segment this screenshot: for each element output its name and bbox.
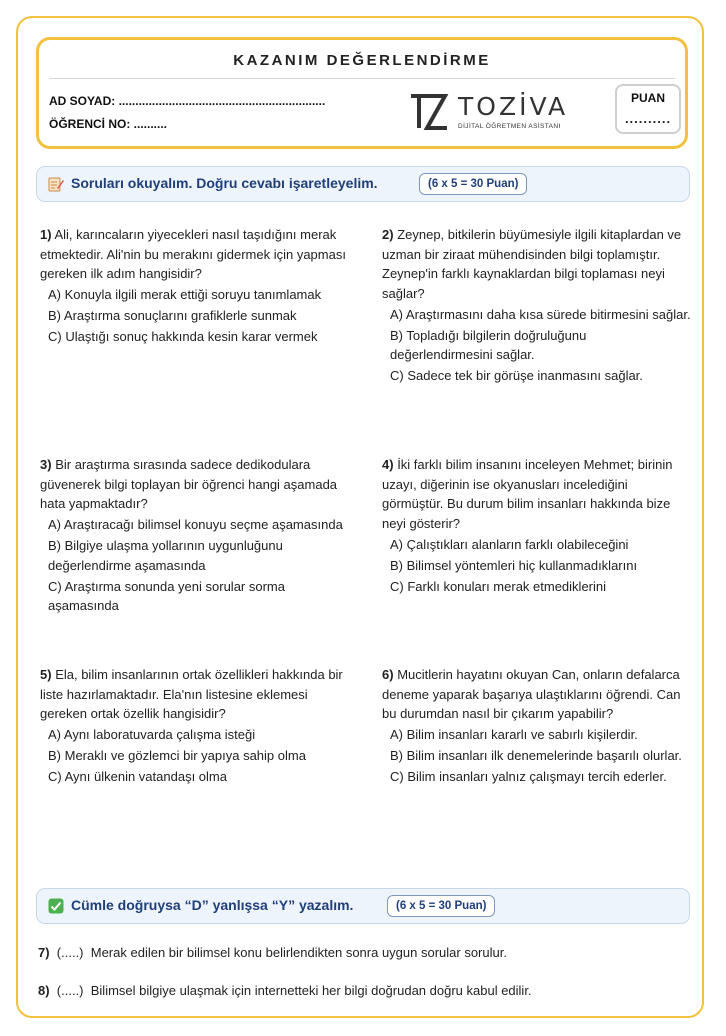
question-number: 5)	[40, 667, 52, 682]
option-c[interactable]: C) Ulaştığı sonuç hakkında kesin karar vermek	[48, 329, 318, 344]
score-blank[interactable]: ..........	[624, 111, 672, 126]
question-text: Ali, karıncaların yiyecekleri nasıl taşıdığını merak etmektedir. Ali'nin bu merakını gidermek için yapması gereken ilk adım hangisidir?	[40, 227, 346, 281]
question-text: Mucitlerin hayatını okuyan Can, onların defalarca deneme yaparak başarıya ulaştıklarını öğrendi. Can bu durumdan nasıl bir çıkarım yapabilir?	[382, 667, 681, 721]
question-number: 3)	[40, 457, 52, 472]
section-points: (6 x 5 = 30 Puan)	[419, 173, 527, 195]
option-b[interactable]: B) Bilimsel yöntemleri hiç kullanmadıklarını	[390, 557, 638, 573]
question-text: Bir araştırma sırasında sadece dedikodulara güvenerek bilgi toplayan bir öğrenci hangi aşamada hata yapmaktadır?	[40, 457, 338, 511]
question-number: 6)	[382, 667, 394, 682]
score-box	[615, 84, 681, 134]
option-b[interactable]: B) Araştırma sonuçlarını grafiklerle sunmak	[48, 308, 297, 323]
option-a[interactable]: A) Çalıştıkları alanların farklı olabileceğini	[390, 536, 629, 552]
header-divider	[49, 78, 675, 79]
question-1	[40, 225, 350, 347]
option-a[interactable]: A) Bilim insanları kararlı ve sabırlı kişilerdir.	[390, 727, 638, 742]
option-c[interactable]: C) Sadece tek bir görüşe inanmasını sağlar.	[390, 368, 643, 383]
question-2	[382, 225, 692, 386]
item-number: 8)	[38, 983, 50, 998]
header-box	[36, 37, 688, 149]
question-3	[40, 455, 350, 616]
question-number: 1)	[40, 227, 52, 242]
section-multiple-choice	[36, 166, 690, 202]
option-a[interactable]: A) Aynı laboratuvarda çalışma isteği	[48, 727, 256, 742]
name-field[interactable]: AD SOYAD: ..............................................................	[49, 94, 326, 108]
section-title: Cümle doğruysa “D” yanlışsa “Y” yazalım.	[71, 897, 354, 913]
student-number-field[interactable]: ÖĞRENCİ NO: ..........	[49, 117, 168, 131]
answer-blank[interactable]: (.....)	[56, 945, 84, 960]
toziva-logo	[409, 92, 569, 134]
option-b[interactable]: B) Meraklı ve gözlemci bir yapıya sahip olma	[48, 748, 306, 763]
question-text: İki farklı bilim insanını inceleyen Mehmet; birinin uzayı, diğerinin ise okyanusları incelediğini görmüştür. Bu durum bilim insanları hakkında bize neyi gösterir?	[382, 457, 673, 531]
item-number: 7)	[38, 945, 50, 960]
option-b[interactable]: B) Bilgiye ulaşma yollarının uygunluğunu değerlendirme aşamasında	[48, 538, 283, 573]
option-c[interactable]: C) Araştırma sonunda yeni sorular sorma aşamasında	[48, 578, 285, 613]
check-box-icon	[48, 898, 64, 914]
logo-text: TOZİVA	[458, 92, 569, 121]
option-a[interactable]: A) Konuyla ilgili merak ettiği soruyu tanımlamak	[48, 287, 322, 302]
option-a[interactable]: A) Araştırmasını daha kısa sürede bitirmesini sağlar.	[390, 306, 691, 322]
option-b[interactable]: B) Topladığı bilgilerin doğruluğunu değerlendirmesini sağlar.	[390, 327, 587, 362]
answer-blank[interactable]: (.....)	[56, 983, 84, 998]
section-points: (6 x 5 = 30 Puan)	[387, 895, 495, 917]
true-false-8	[38, 983, 532, 998]
statement-text: Merak edilen bir bilimsel konu belirlendikten sonra uygun sorular sorulur.	[90, 945, 507, 960]
page-title: KAZANIM DEĞERLENDİRME	[233, 52, 491, 69]
question-text: Zeynep, bitkilerin büyümesiyle ilgili kitaplardan ve uzman bir ziraat mühendisinden bilgi toplamıştır. Zeynep'in farklı kaynaklardan bilgi toplaması neyi sağlar?	[382, 227, 682, 301]
question-text: Ela, bilim insanlarının ortak özellikleri hakkında bir liste hazırlamaktadır. Ela'nın listesine eklemesi gereken ortak özellik hangisidir?	[40, 667, 343, 721]
question-4	[382, 455, 692, 596]
option-c[interactable]: C) Aynı ülkenin vatandaşı olma	[48, 769, 227, 784]
question-6	[382, 665, 692, 787]
memo-icon	[48, 176, 64, 192]
option-c[interactable]: C) Bilim insanları yalnız çalışmayı tercih ederler.	[390, 769, 667, 784]
option-c[interactable]: C) Farklı konuları merak etmediklerini	[390, 578, 607, 594]
score-label: PUAN	[630, 91, 665, 105]
section-true-false	[36, 888, 690, 924]
question-number: 4)	[382, 457, 394, 472]
true-false-7	[38, 945, 507, 960]
question-number: 2)	[382, 227, 394, 242]
toziva-logo-mark-icon	[409, 92, 449, 132]
option-b[interactable]: B) Bilim insanları ilk denemelerinde başarılı olurlar.	[390, 748, 682, 763]
section-title: Soruları okuyalım. Doğru cevabı işaretleyelim.	[71, 175, 378, 191]
logo-subtitle: DİJİTAL ÖĞRETMEN ASİSTANI	[458, 123, 561, 130]
question-5	[40, 665, 350, 787]
statement-text: Bilimsel bilgiye ulaşmak için internetteki her bilgi doğrudan doğru kabul edilir.	[90, 983, 532, 998]
option-a[interactable]: A) Araştıracağı bilimsel konuyu seçme aşamasında	[48, 517, 343, 532]
